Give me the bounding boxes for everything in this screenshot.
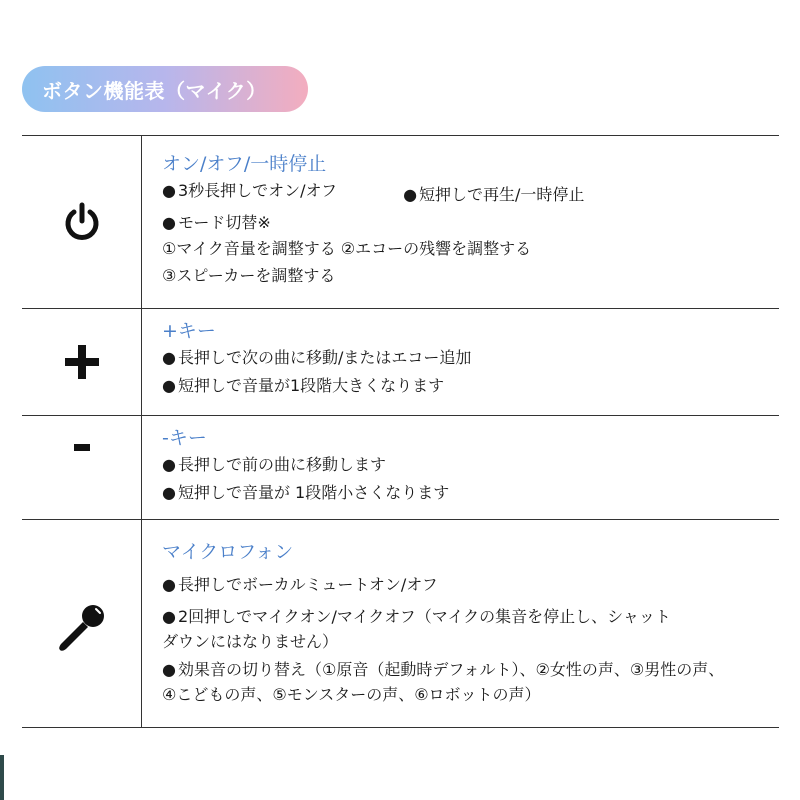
plus-icon xyxy=(62,342,102,382)
icon-cell xyxy=(22,520,142,727)
bullet-pair xyxy=(162,180,779,206)
power-icon xyxy=(61,201,103,243)
bullet-text: ● 効果音の切り替え（①原音（起動時デフォルト）、②女性の声、③男性の声、 xyxy=(162,659,779,681)
bullet-text: ● 短押しで再生/一時停止 xyxy=(403,184,584,206)
table-row-plus xyxy=(22,309,779,416)
bullet-text-continued: ダウンにはなりません） xyxy=(162,632,339,651)
bullet-text: ● モード切替※ xyxy=(162,212,779,234)
bullet-text: ● 長押しで前の曲に移動します xyxy=(162,454,779,476)
table-row-minus xyxy=(22,416,779,520)
icon-cell xyxy=(22,136,142,308)
page-title: ボタン機能表（マイク） xyxy=(22,66,308,112)
edge-bar xyxy=(0,755,4,800)
bullet-text: ● 長押しでボーカルミュートオン/オフ xyxy=(162,574,779,596)
button-function-table xyxy=(22,135,779,728)
icon-cell xyxy=(22,416,142,519)
description-cell xyxy=(142,309,779,415)
bullet-text: ● 2回押しでマイクオン/マイクオフ（マイクの集音を停止し、シャット xyxy=(162,606,779,628)
table-row-power xyxy=(22,136,779,309)
bullet-text: ● 短押しで音量が1段階大きくなります xyxy=(162,375,779,397)
bullet-text: ● 長押しで次の曲に移動/またはエコー追加 xyxy=(162,347,779,369)
minus-icon xyxy=(72,442,92,454)
section-heading: オン/オフ/一時停止 xyxy=(162,153,327,175)
description-cell xyxy=(142,520,779,727)
section-heading: マイクロフォン xyxy=(162,541,294,563)
description-cell xyxy=(142,416,779,519)
section-heading: -キー xyxy=(162,427,207,449)
bullet-text-continued: ④こどもの声、⑤モンスターの声、⑥ロボットの声） xyxy=(162,685,541,704)
mode-text: ①マイク音量を調整する ②エコーの残響を調整する xyxy=(162,239,532,258)
table-row-microphone xyxy=(22,520,779,728)
mode-text: ③スピーカーを調整する xyxy=(162,266,336,285)
icon-cell xyxy=(22,309,142,415)
bullet-text: ● 3秒長押しでオン/オフ xyxy=(162,180,337,206)
description-cell xyxy=(142,136,779,308)
section-heading: +キー xyxy=(162,320,216,342)
microphone-icon xyxy=(56,602,108,654)
bullet-text: ● 短押しで音量が 1段階小さくなります xyxy=(162,482,779,504)
